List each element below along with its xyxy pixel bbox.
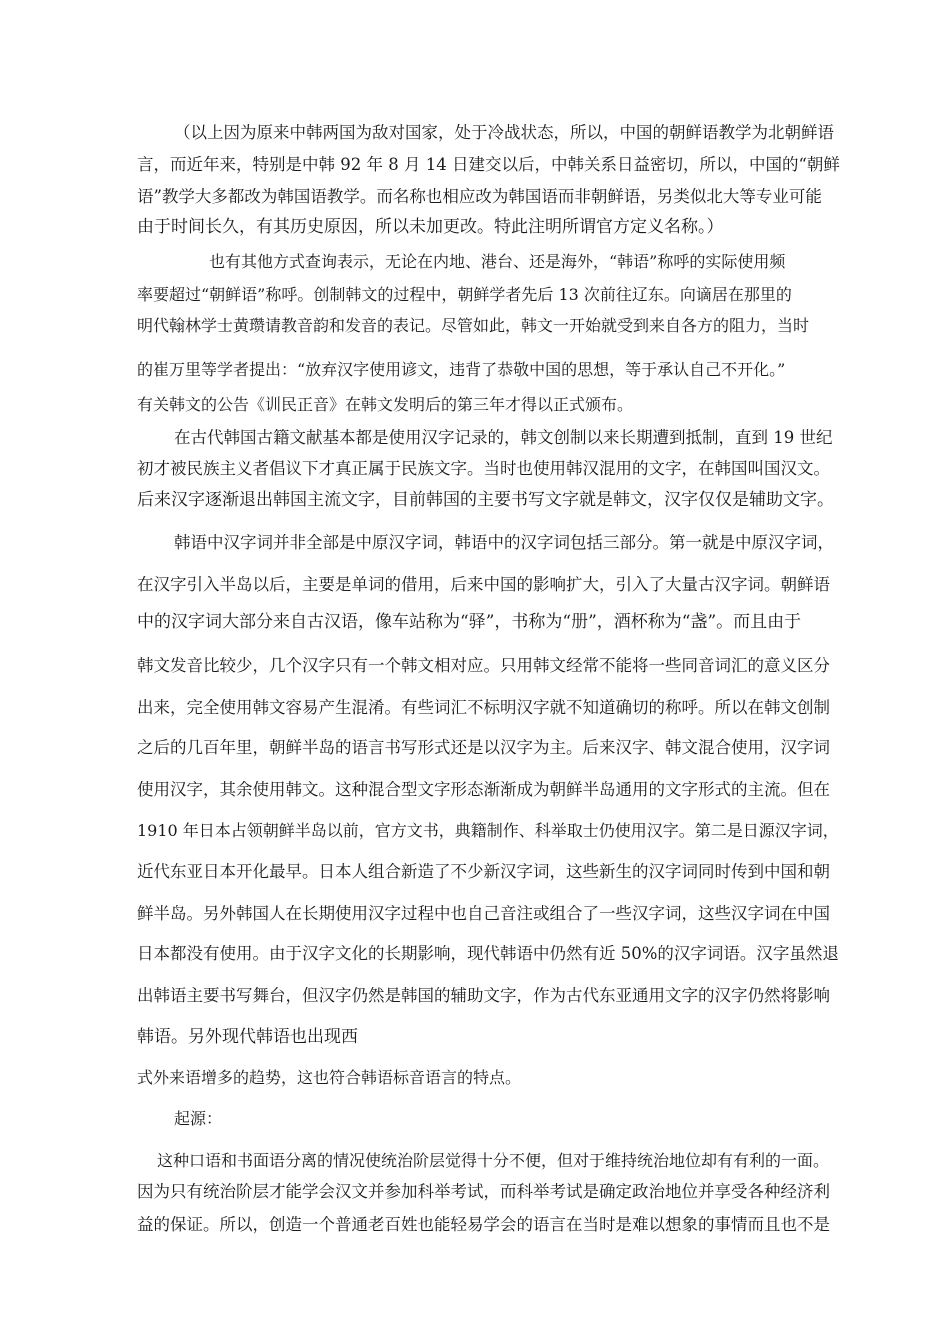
text-line: 后来汉字逐渐退出韩国主流文字，目前韩国的主要书写文字就是韩文，汉字仅仅是辅助文字。 <box>137 490 834 510</box>
heading-text: 起源： <box>174 1109 223 1128</box>
text-line: 有关韩文的公告《训民正音》在韩文发明后的第三年才得以正式颁布。 <box>137 395 634 414</box>
text-line: 韩语中汉字词并非全部是中原汉字词，韩语中的汉字词包括三部分。第一就是中原汉字词， <box>174 533 834 552</box>
text-line: 由于时间长久，有其历史原因，所以未加更改。特此注明所谓官方定义名称。） <box>137 217 724 237</box>
text-line: 中的汉字词大部分来自古汉语，像车站称为“驿”，书称为“册”，酒杯称为“盏”。而且由于 <box>137 612 802 632</box>
text-line: 因为只有统治阶层才能学会汉文并参加科举考试，而科举考试是确定政治地位并享受各种经济利 <box>137 1182 830 1201</box>
text-line: 明代翰林学士黄瓒请教音韵和发音的表记。尽管如此，韩文一开始就受到来自各方的阻力，当时 <box>137 316 810 335</box>
text-line: 语”教学大多都改为韩国语教学。而名称也相应改为韩国语而非朝鲜语，另类似北大等专业可能 <box>137 187 822 206</box>
text-line: 使用汉字，其余使用韩文。这种混合型文字形态渐渐成为朝鲜半岛通用的文字形式的主流。但在 <box>137 780 830 799</box>
text-line: 近代东亚日本开化最早。日本人组合新造了不少新汉字词，这些新生的汉字词同时传到中国和朝 <box>137 862 830 881</box>
text-line: 在古代韩国古籍文献基本都是使用汉字记录的，韩文创制以来长期遭到抵制，直到 19 世纪 <box>174 428 833 447</box>
text-line: 也有其他方式查询表示，无论在内地、港台、还是海外，“韩语”称呼的实际使用频 <box>209 252 786 271</box>
text-line: 鲜半岛。另外韩国人在长期使用汉字过程中也自己音注或组合了一些汉字词，这些汉字词在中国 <box>137 904 830 923</box>
text-line: 出来，完全使用韩文容易产生混淆。有些词汇不标明汉字就不知道确切的称呼。所以在韩文创制 <box>137 698 830 717</box>
text-line: 韩文发音比较少，几个汉字只有一个韩文相对应。只用韩文经常不能将一些同音词汇的意义区分 <box>137 656 830 675</box>
text-line: 这种口语和书面语分离的情况使统治阶层觉得十分不便，但对于维持统治地位却有有利的一面。 <box>157 1151 830 1170</box>
text-line: 率要超过“朝鲜语”称呼。创制韩文的过程中，朝鲜学者先后 13 次前往辽东。向谪居在那里的 <box>137 285 792 304</box>
text-line: 韩语。另外现代韩语也出现西 <box>137 1027 358 1047</box>
text-line: 日本都没有使用。由于汉字文化的长期影响，现代韩语中仍然有近 50%的汉字词语。汉字虽然退 <box>137 944 839 963</box>
text-line: 初才被民族主义者倡议下才真正属于民族文字。当时也使用韩汉混用的文字，在韩国叫国汉文。 <box>137 459 830 478</box>
text-line: 1910 年日本占领朝鲜半岛以前，官方文书，典籍制作、科举取士仍使用汉字。第二是日源汉字词， <box>137 821 839 840</box>
text-line: 之后的几百年里，朝鲜半岛的语言书写形式还是以汉字为主。后来汉字、韩文混合使用，汉字词 <box>137 738 830 757</box>
text-line: 出韩语主要书写舞台，但汉字仍然是韩国的辅助文字，作为古代东亚通用文字的汉字仍然将影响 <box>137 986 830 1005</box>
text-line: 式外来语增多的趋势，这也符合韩语标音语言的特点。 <box>137 1068 522 1087</box>
text-line: （以上因为原来中韩两国为敌对国家，处于冷战状态，所以，中国的朝鲜语教学为北朝鲜语 <box>174 123 834 142</box>
text-line: 言，而近年来，特别是中韩 92 年 8 月 14 日建交以后，中韩关系日益密切，所以，中国的“朝鲜 <box>137 155 840 174</box>
text-line: 在汉字引入半岛以后，主要是单词的借用，后来中国的影响扩大，引入了大量古汉字词。朝鲜语 <box>137 575 830 594</box>
text-line: 益的保证。所以，创造一个普通老百姓也能轻易学会的语言在当时是难以想象的事情而且也不是 <box>137 1215 830 1234</box>
text-line: 的崔万里等学者提出：“放弃汉字使用谚文，违背了恭敬中国的思想，等于承认自己不开化。” <box>137 360 786 379</box>
